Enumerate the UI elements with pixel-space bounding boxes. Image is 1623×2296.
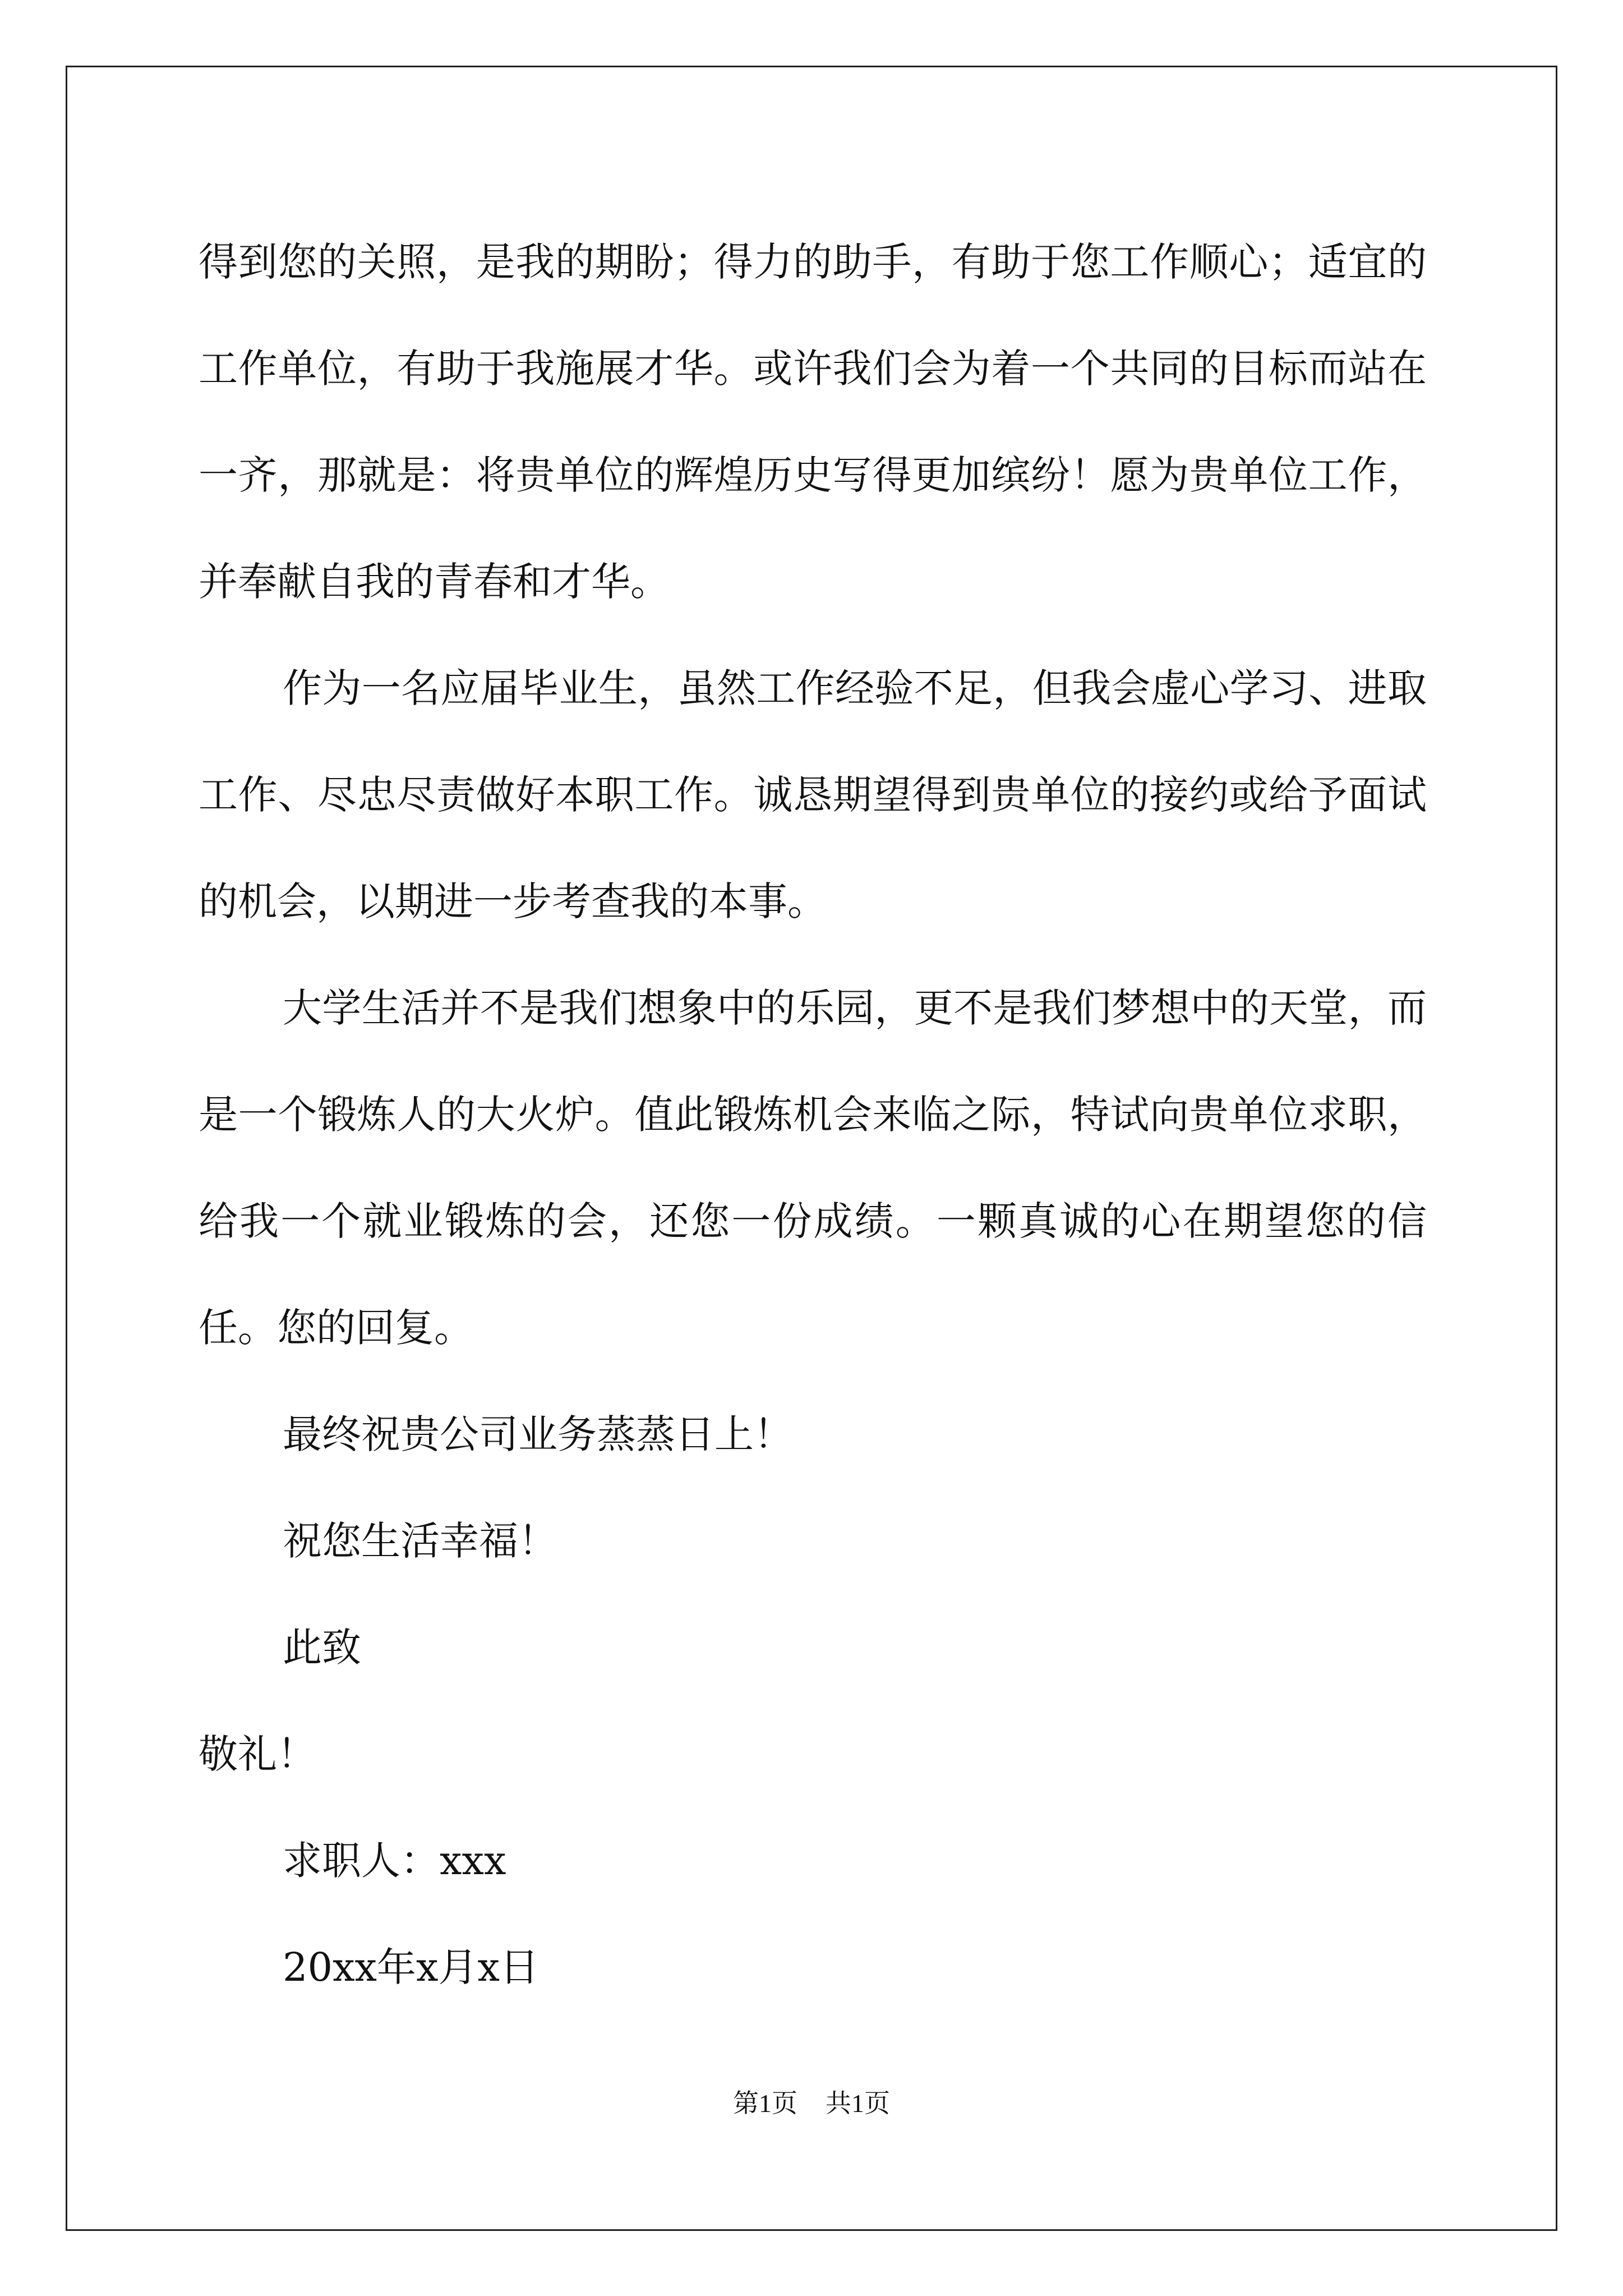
signature-applicant: 求职人：xxx xyxy=(283,1838,506,1884)
salutation-cizhi: 此致 xyxy=(283,1625,361,1671)
letter-body xyxy=(199,209,1427,2021)
page-number: 第1页 xyxy=(733,2089,797,2118)
page-total: 共1页 xyxy=(826,2089,890,2118)
salutation-jingli: 敬礼！ xyxy=(199,1731,316,1777)
signature-date: 20xx年x月x日 xyxy=(283,1944,539,1990)
paragraph-2: 作为一名应届毕业生，虽然工作经验不足，但我会虚心学习、进取工作、尽忠尽责做好本职工作。诚恳期望得到贵单位的接约或给予面试的机会，以期进一步考查我的本事。 xyxy=(199,665,1427,924)
page-footer xyxy=(0,2087,1623,2120)
paragraph-1: 得到您的关照，是我的期盼；得力的助手，有助于您工作顺心；适宜的工作单位，有助于我施展才华。或许我们会为着一个共同的目标而站在一齐，那就是：将贵单位的辉煌历史写得更加缤纷！愿为贵单位工作，并奉献自我的青春和才华。 xyxy=(199,239,1427,605)
paragraph-3: 大学生活并不是我们想象中的乐园，更不是我们梦想中的天堂，而是一个锻炼人的大火炉。值此锻炼机会来临之际，特试向贵单位求职，给我一个就业锻炼的会，还您一份成绩。一颗真诚的心在期望您的信任。您的回复。 xyxy=(199,985,1427,1351)
closing-blessing: 祝您生活幸福！ xyxy=(283,1518,557,1564)
closing-wish: 最终祝贵公司业务蒸蒸日上！ xyxy=(283,1411,793,1457)
